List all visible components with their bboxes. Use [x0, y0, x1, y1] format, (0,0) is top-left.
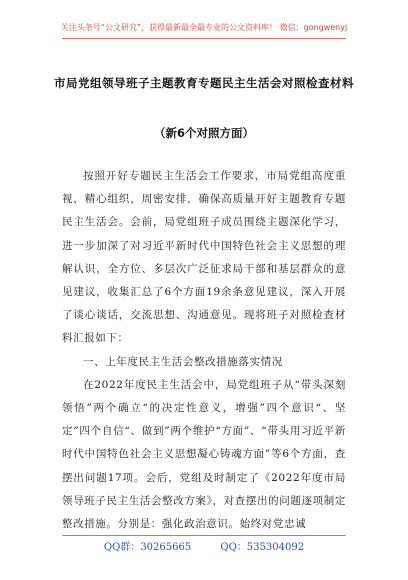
header-banner: 关注头条号“公文研究”，获得最新最全最专业的公文资料库！ 微信：gongwenyj [60, 23, 348, 32]
section-paragraph: 在2022年度民主生活会中，局党组班子从“带头深刻领悟”两个确立“的决定性意义，增强”四个意识“、坚定”四个自信“、做到”两个维护“方面”、“带头用习近平新时代中国特色社会主义思想凝心铸魂方面”等6个方面，查摆出问题17项。会后，党组及时制定了《2022年度市局领导班子民主生活会整改方案》，对查摆出的问题逐项制定整改措施。分别是：强化政治意识。始终对党忠诚 [62, 378, 346, 531]
section-heading: 一、上年度民主生活会整改措施落实情况 [83, 355, 283, 368]
footer-qq: QQ：535304092 [220, 542, 305, 553]
document-subtitle: （新6个对照方面） [153, 126, 254, 140]
document-body [62, 165, 346, 536]
footer-contact [0, 538, 408, 553]
footer-divider [62, 535, 346, 536]
footer-qq-group: QQ群：30265665 [103, 542, 192, 553]
document-title: 市局党组领导班子主题教育专题民主生活会对照检查材料 [54, 76, 354, 90]
intro-paragraph: 按照开好专题民主生活会工作要求，市局党组高度重视，精心组织，周密安排，确保高质量开好主题教育专题民主生活会。会前，局党组班子成员围绕主题深化学习，进一步加深了对习近平新时代中国特色社会主义思想的理解认识，全方位、多层次广泛征求局干部和基层群众的意见建议，收集汇总了6个方面19余条意见建议，深入开展了谈心谈话，交流思想、沟通意见。现将班子对照检查材料汇报如下： [62, 170, 346, 345]
header-divider [62, 38, 346, 39]
